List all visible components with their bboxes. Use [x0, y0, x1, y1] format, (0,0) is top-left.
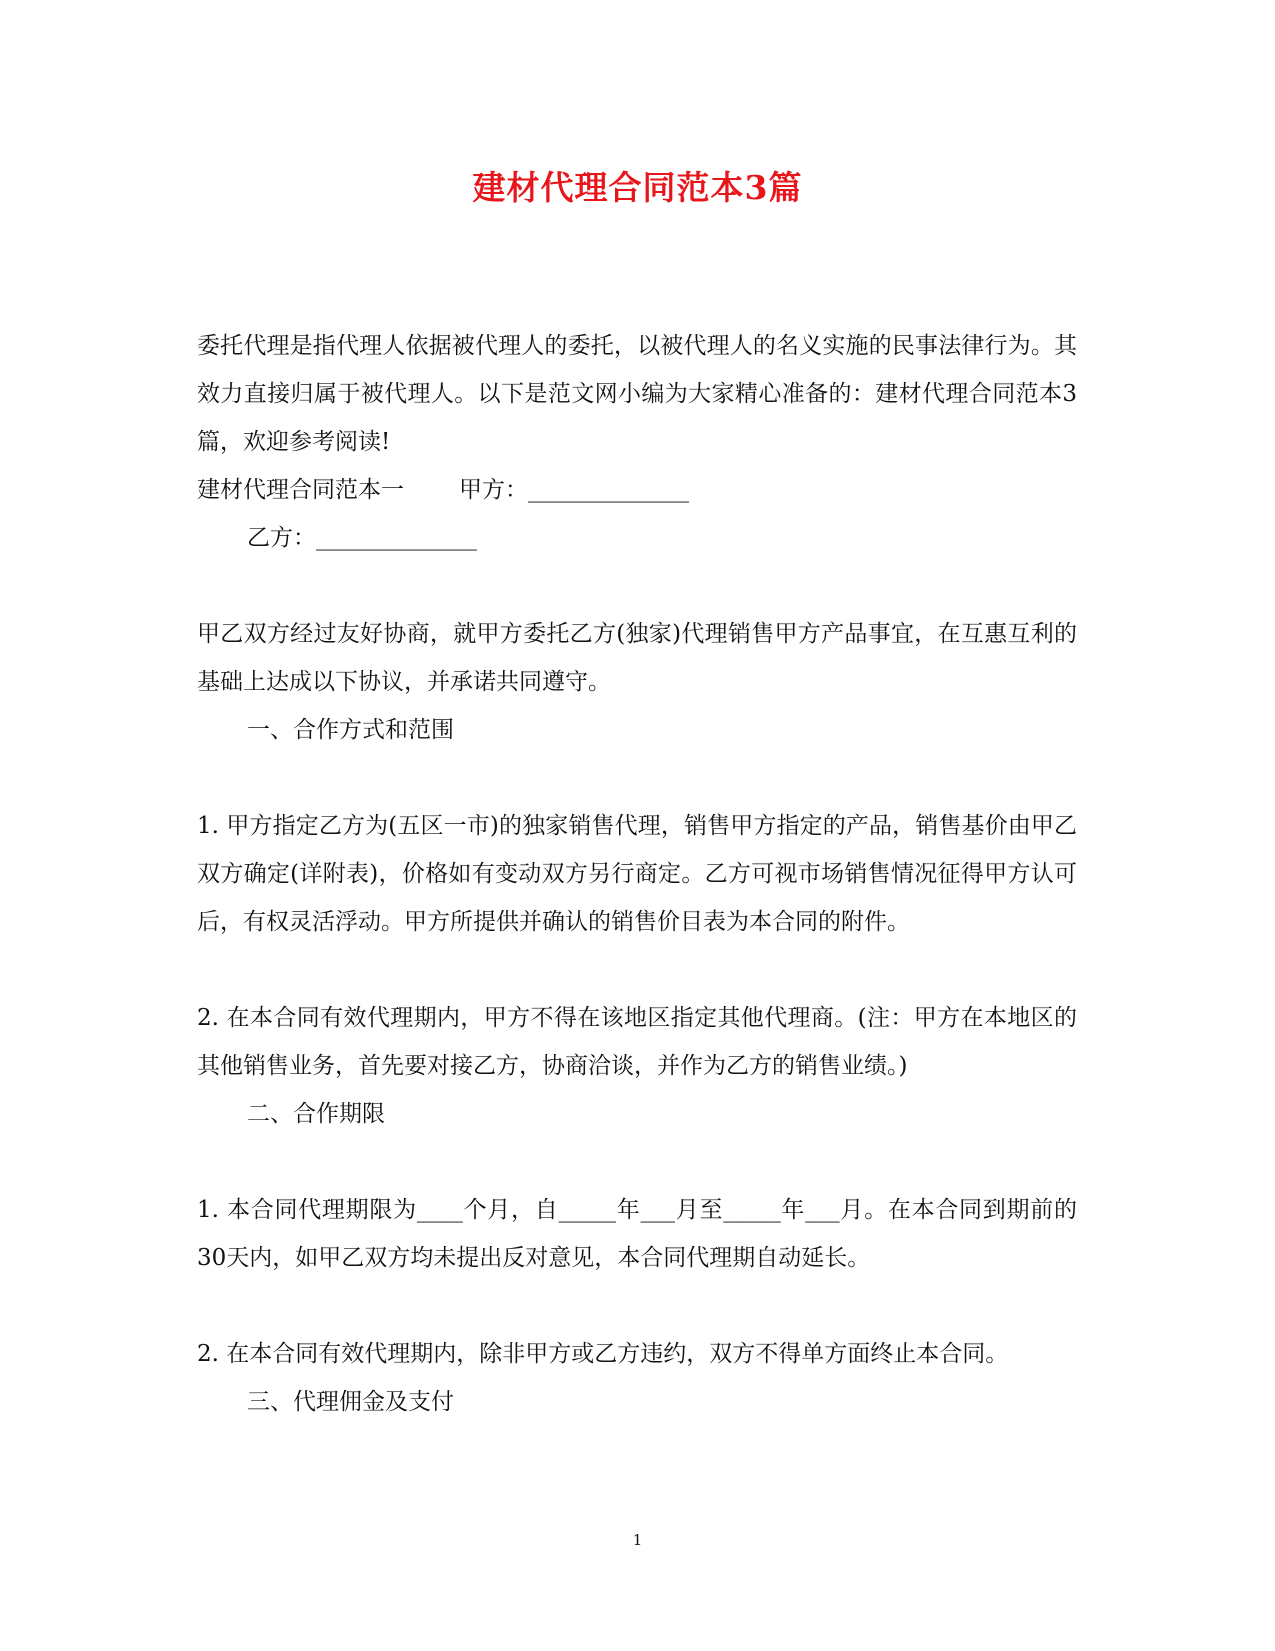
section-one-heading: 一、合作方式和范围: [247, 717, 454, 743]
party-a-field: 甲方：______________: [459, 477, 689, 503]
section-two-heading: 二、合作期限: [247, 1101, 385, 1127]
clause-1-1: 1. 甲方指定乙方为(五区一市)的独家销售代理，销售甲方指定的产品，销售基价由甲乙双方确定(详附表)，价格如有变动双方另行商定。乙方可视市场销售情况征得甲方认可后，有权灵活浮动。甲方所提供并确认的销售价目表为本合同的附件。: [197, 813, 1077, 935]
contract-heading-line: [197, 466, 1077, 514]
intro-paragraph: 委托代理是指代理人依据被代理人的委托，以被代理人的名义实施的民事法律行为。其效力直接归属于被代理人。以下是范文网小编为大家精心准备的：建材代理合同范本3篇，欢迎参考阅读!: [197, 333, 1077, 455]
page-number: 1: [632, 1531, 643, 1549]
party-b-field: 乙方：______________: [247, 525, 477, 551]
clause-2-1: 1. 本合同代理期限为____个月，自_____年___月至_____年___月。在本合同到期前的30天内，如甲乙双方均未提出反对意见，本合同代理期自动延长。: [197, 1197, 1077, 1271]
clause-1-2: 2. 在本合同有效代理期内，甲方不得在该地区指定其他代理商。(注：甲方在本地区的其他销售业务，首先要对接乙方，协商洽谈，并作为乙方的销售业绩。): [197, 1005, 1077, 1079]
contract-one-title: 建材代理合同范本一: [197, 477, 404, 503]
section-three-heading: 三、代理佣金及支付: [247, 1389, 454, 1415]
clause-2-2: 2. 在本合同有效代理期内，除非甲方或乙方违约，双方不得单方面终止本合同。: [197, 1341, 1009, 1367]
agreement-paragraph: 甲乙双方经过友好协商，就甲方委托乙方(独家)代理销售甲方产品事宜，在互惠互利的基础上达成以下协议，并承诺共同遵守。: [197, 621, 1077, 695]
document-title: 建材代理合同范本3篇: [472, 168, 803, 207]
document-body: [197, 322, 1077, 1426]
